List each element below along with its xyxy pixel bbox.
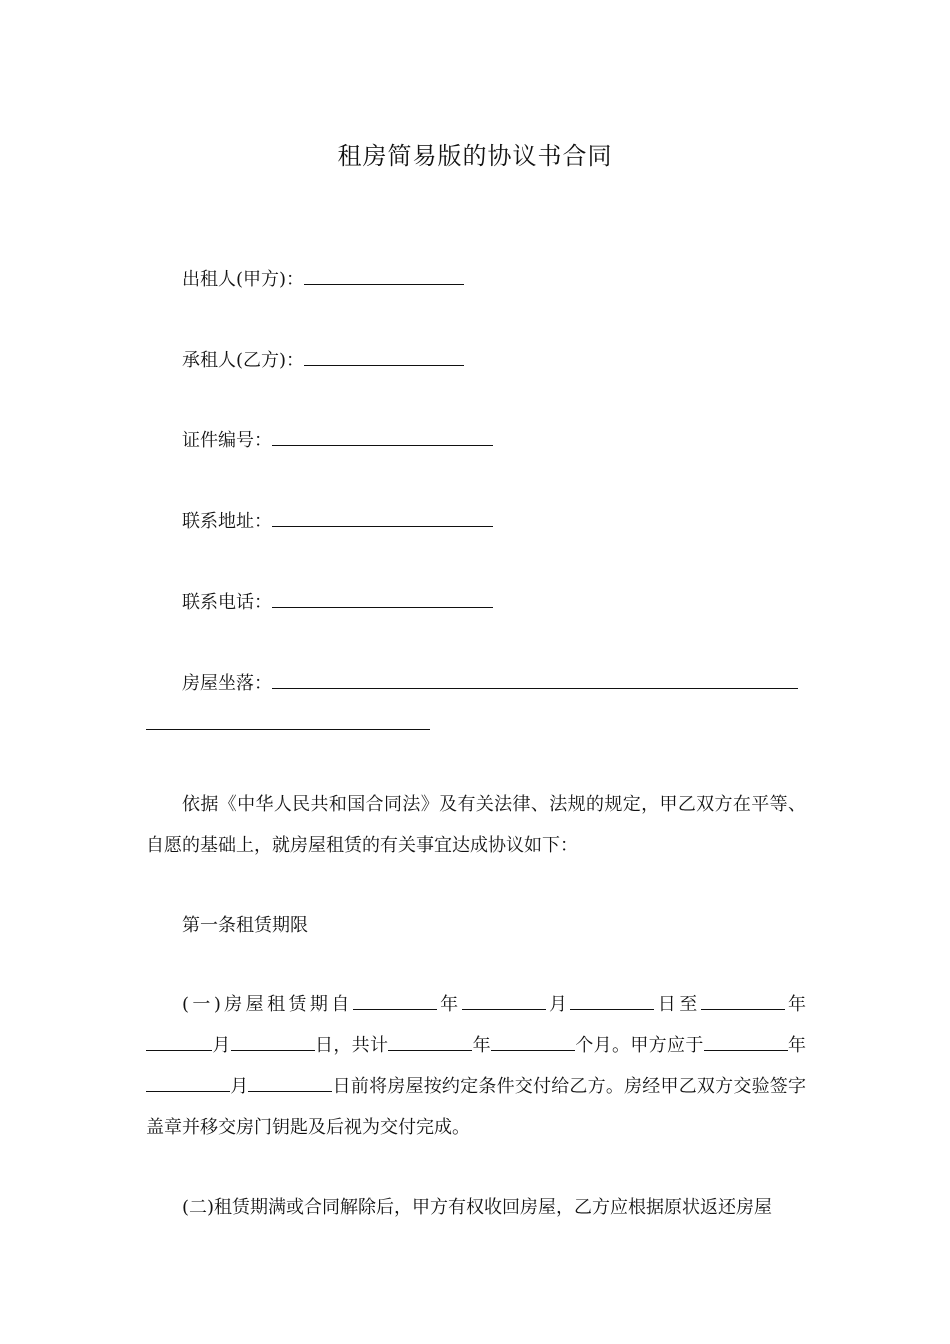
house-blank[interactable] [272,670,798,689]
start-month-blank[interactable] [462,991,546,1010]
end-day-blank[interactable] [231,1032,315,1051]
delivery-day-blank[interactable] [248,1073,332,1092]
address-blank[interactable] [272,508,493,527]
clause1-text: 个月。甲方应于 [575,1035,704,1056]
phone-field [182,589,493,615]
article1-heading: 第一条租赁期限 [182,915,308,936]
lessee-field [182,347,464,373]
clause1-text: 日前将房屋按约定条件交付给乙方。房经甲乙双方交验签字盖章并移交房门钥匙及后视为交付完成。 [146,1076,807,1138]
article1-clause1 [146,984,806,1148]
clause1-text: 日至 [654,994,701,1015]
house-field [182,670,798,696]
lessor-blank[interactable] [304,266,464,285]
address-field [182,508,493,534]
house-blank-continued[interactable] [146,729,430,730]
lessee-label: 承租人(乙方)： [182,350,305,371]
house-label: 房屋坐落： [182,673,272,694]
end-month-blank[interactable] [146,1032,212,1051]
lessor-field [182,266,464,292]
total-years-blank[interactable] [388,1032,472,1051]
clause1-text: 月 [212,1035,231,1056]
start-year-blank[interactable] [353,991,437,1010]
clause1-text: 年 [436,994,462,1015]
clause1-text: (一)房屋租赁期自 [182,994,353,1015]
clause1-text: 月 [545,994,571,1015]
lessee-blank[interactable] [304,347,464,366]
clause1-text: 年 [784,994,807,1015]
delivery-year-blank[interactable] [704,1032,788,1051]
intro-paragraph: 依据《中华人民共和国合同法》及有关法律、法规的规定，甲乙双方在平等、自愿的基础上，就房屋租赁的有关事宜达成协议如下： [146,794,806,856]
lessor-label: 出租人(甲方)： [182,269,305,290]
delivery-month-blank[interactable] [146,1073,230,1092]
clause1-text: 年 [472,1035,492,1056]
id-field [182,427,493,453]
address-label: 联系地址： [182,511,272,532]
phone-blank[interactable] [272,589,493,608]
document-title: 租房简易版的协议书合同 [337,142,613,170]
total-months-blank[interactable] [491,1032,575,1051]
clause1-text: 月 [230,1076,249,1097]
end-year-blank[interactable] [701,991,785,1010]
clause1-text: 日，共计 [314,1035,389,1056]
id-blank[interactable] [272,427,493,446]
id-label: 证件编号： [182,430,272,451]
start-day-blank[interactable] [570,991,654,1010]
clause1-text: 年 [787,1035,807,1056]
phone-label: 联系电话： [182,592,272,613]
article1-clause2: (二)租赁期满或合同解除后，甲方有权收回房屋，乙方应根据原状返还房屋 [182,1197,773,1218]
